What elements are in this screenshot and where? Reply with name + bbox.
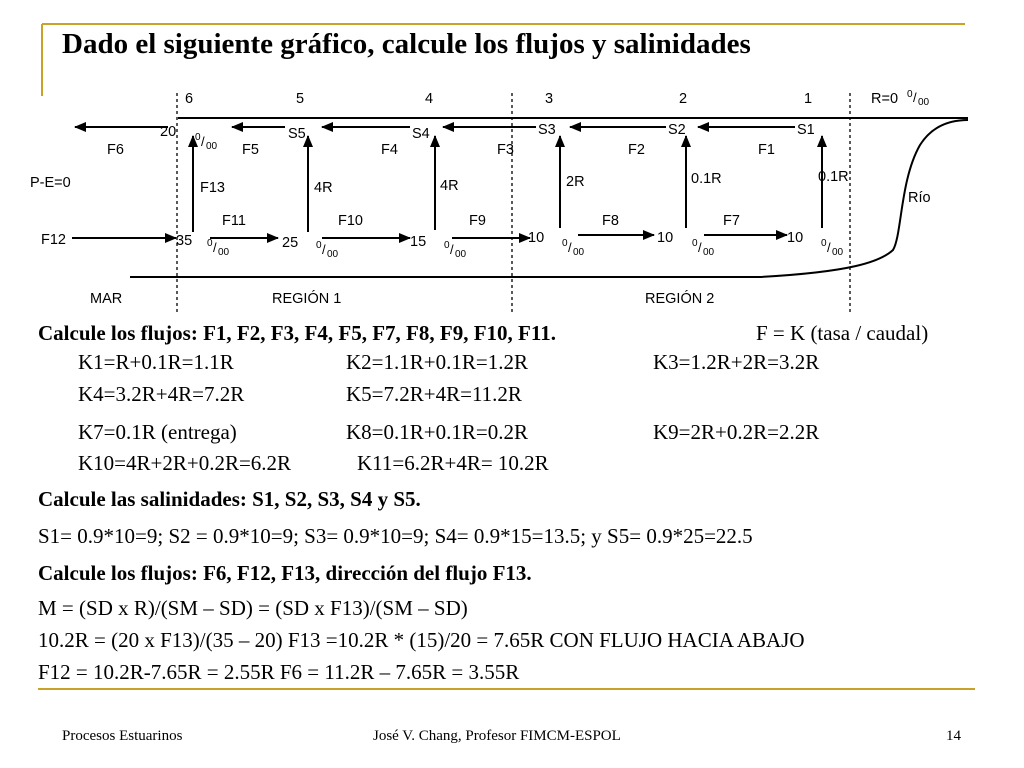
k-equation: K4=3.2R+4R=7.2R <box>78 382 245 406</box>
svg-text:00: 00 <box>918 97 930 108</box>
surface-flow-label: F3 <box>497 142 514 158</box>
p-e-label: P-E=0 <box>30 175 71 191</box>
bottom-salinity: 10 <box>528 230 545 246</box>
heading-flows-2: Calcule los flujos: F6, F12, F13, dirección del flujo F13. <box>38 561 532 585</box>
svg-text:00: 00 <box>832 247 844 258</box>
svg-text:/: / <box>322 242 326 257</box>
svg-text:00: 00 <box>573 247 585 258</box>
k-equation: K1=R+0.1R=1.1R <box>78 350 234 374</box>
svg-text:/: / <box>201 134 205 149</box>
bottom-flow-label: F11 <box>222 213 246 229</box>
vertical-flow-label: 0.1R <box>691 171 722 187</box>
segment-number: 1 <box>804 91 813 107</box>
svg-text:/: / <box>698 240 702 255</box>
svg-text:0: 0 <box>821 238 827 249</box>
k-equation: K10=4R+2R+0.2R=6.2R <box>78 451 292 475</box>
equation-line: F12 = 10.2R-7.65R = 2.55R F6 = 11.2R – 7.65R = 3.55R <box>38 660 520 684</box>
surface-salinity: S4 <box>412 126 430 142</box>
svg-text:/: / <box>213 240 217 255</box>
bottom-flow-label: F10 <box>338 213 363 229</box>
permil-mark <box>692 238 715 258</box>
svg-text:0: 0 <box>207 238 213 249</box>
permil-mark <box>207 238 230 258</box>
k-equation: K8=0.1R+0.1R=0.2R <box>346 420 528 444</box>
k-equation: K3=1.2R+2R=3.2R <box>653 350 820 374</box>
svg-text:0: 0 <box>562 238 568 249</box>
region-label-mar: MAR <box>90 291 123 307</box>
k-equation: K9=2R+0.2R=2.2R <box>653 420 820 444</box>
surface-flow-label: F6 <box>107 142 124 158</box>
surface-salinity: 20 <box>160 124 177 140</box>
equation-line: M = (SD x R)/(SM – SD) = (SD x F13)/(SM – SD) <box>38 596 468 620</box>
equation-line: 10.2R = (20 x F13)/(35 – 20) F13 =10.2R * (15)/20 = 7.65R CON FLUJO HACIA ABAJO <box>38 628 805 652</box>
permil-mark <box>195 132 218 152</box>
segment-number: 2 <box>679 91 688 107</box>
r-label: R=0 <box>871 91 899 107</box>
svg-text:00: 00 <box>218 247 230 258</box>
bottom-salinity: 10 <box>787 230 804 246</box>
footer-author: José V. Chang, Profesor FIMCM-ESPOL <box>373 728 621 744</box>
heading-flows-1: Calcule los flujos: F1, F2, F3, F4, F5, F7, F8, F9, F10, F11. <box>38 321 556 345</box>
svg-text:0: 0 <box>444 240 450 251</box>
svg-text:/: / <box>913 90 917 105</box>
surface-salinity: S1 <box>797 122 815 138</box>
svg-text:0: 0 <box>316 240 322 251</box>
surface-salinity: S5 <box>288 126 306 142</box>
vertical-flow-label: 4R <box>314 180 333 196</box>
footer-course: Procesos Estuarinos <box>62 728 183 744</box>
svg-text:/: / <box>827 240 831 255</box>
bottom-salinity: 10 <box>657 230 674 246</box>
segment-number: 3 <box>545 91 554 107</box>
river-salinity-label <box>871 89 930 108</box>
k-equation: K2=1.1R+0.1R=1.2R <box>346 350 528 374</box>
permil-mark <box>316 240 339 260</box>
segment-number: 4 <box>425 91 434 107</box>
k-equation: K5=7.2R+4R=11.2R <box>346 382 522 406</box>
footer-page-number: 14 <box>946 728 961 744</box>
bottom-salinity: 15 <box>410 234 427 250</box>
svg-text:00: 00 <box>455 249 467 260</box>
vertical-flow-label: F13 <box>200 180 225 196</box>
segment-number: 5 <box>296 91 305 107</box>
slide-title: Dado el siguiente gráfico, calcule los flujos y salinidades <box>62 28 751 60</box>
segment-number: 6 <box>185 91 194 107</box>
estuary-diagram <box>0 0 1024 320</box>
heading-salinities: Calcule las salinidades: S1, S2, S3, S4 y S5. <box>38 487 421 511</box>
surface-flow-label: F5 <box>242 142 259 158</box>
bottom-flow-label: F7 <box>723 213 740 229</box>
permil-mark <box>444 240 467 260</box>
svg-text:/: / <box>568 240 572 255</box>
permil-mark <box>562 238 585 258</box>
vertical-flow-label: 0.1R <box>818 169 849 185</box>
vertical-flow-label: 2R <box>566 174 585 190</box>
k-equation: K11=6.2R+4R= 10.2R <box>357 451 549 475</box>
river-label: Río <box>908 190 931 206</box>
svg-text:0: 0 <box>907 89 913 100</box>
region-label-1: REGIÓN 1 <box>272 291 342 307</box>
region-label-2: REGIÓN 2 <box>645 291 715 307</box>
svg-text:0: 0 <box>692 238 698 249</box>
surface-salinity: S3 <box>538 122 556 138</box>
surface-flow-label: F1 <box>758 142 775 158</box>
vertical-flow-label: 4R <box>440 178 459 194</box>
bottom-salinity: 25 <box>282 235 299 251</box>
svg-text:0: 0 <box>195 132 201 143</box>
bottom-flow-label: F8 <box>602 213 619 229</box>
permil-mark <box>821 238 844 258</box>
surface-salinity: S2 <box>668 122 686 138</box>
flow-formula: F = K (tasa / caudal) <box>756 321 929 345</box>
surface-flow-label: F2 <box>628 142 645 158</box>
svg-text:/: / <box>450 242 454 257</box>
svg-text:00: 00 <box>327 249 339 260</box>
surface-flow-label: F4 <box>381 142 398 158</box>
bottom-flow-label: F9 <box>469 213 486 229</box>
salinity-results: S1= 0.9*10=9; S2 = 0.9*10=9; S3= 0.9*10=9; S4= 0.9*15=13.5; y S5= 0.9*25=22.5 <box>38 524 753 548</box>
svg-text:00: 00 <box>206 141 218 152</box>
bottom-flow-label: F12 <box>41 232 66 248</box>
k-equation: K7=0.1R (entrega) <box>78 420 237 444</box>
bottom-salinity: 35 <box>176 233 193 249</box>
svg-text:00: 00 <box>703 247 715 258</box>
